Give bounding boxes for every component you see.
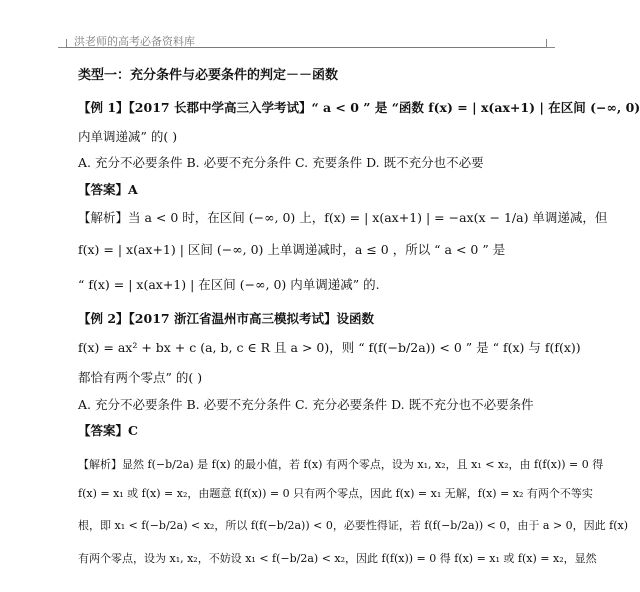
example-1-question-cont: 内单调递减” 的( ) [78, 129, 178, 144]
margin-corner-mark [546, 39, 555, 48]
example-1-question: 【例 1】【2017 长郡中学高三入学考试】“ a < 0 ” 是 “函数 f(x) = | x(ax+1) | 在区间 (−∞, 0) [78, 100, 640, 115]
example-2-function: f(x) = ax² + bx + c (a, b, c ∈ R 且 a > 0)，则 “ f(f(−b/2a)) < 0 ” 是 “ f(x) 与 f(f(x)) [78, 340, 581, 355]
example-1-analysis-end: “ f(x) = | x(ax+1) | 在区间 (−∞, 0) 内单调递减” 的. [78, 277, 380, 292]
example-1-answer: 【答案】A [78, 182, 138, 197]
example-2-analysis-2: f(x) = x₁ 或 f(x) = x₂，由题意 f(f(x)) = 0 只有两个零点，因此 f(x) = x₁ 无解，f(x) = x₂ 有两个不等实 [78, 487, 593, 500]
example-1-analysis-cont: f(x) = | x(ax+1) | 区间 (−∞, 0) 上单调递减时，a ≤ 0 ，所以 “ a < 0 ” 是 [78, 242, 506, 257]
page-header-text: 洪老师的高考必备资料库 [74, 35, 195, 48]
example-1-options: A. 充分不必要条件 B. 必要不充分条件 C. 充要条件 D. 既不充分也不必要 [78, 155, 484, 170]
example-2-question: 【例 2】【2017 浙江省温州市高三模拟考试】设函数 [78, 311, 374, 326]
example-1-analysis: 【解析】当 a < 0 时，在区间 (−∞, 0) 上，f(x) = | x(ax+1) | = −ax(x − 1/a) 单调递减，但 [78, 210, 608, 225]
example-2-analysis-1: 【解析】显然 f(−b/2a) 是 f(x) 的最小值，若 f(x) 有两个零点，设为 x₁, x₂，且 x₁ < x₂，由 f(f(x)) = 0 得 [78, 458, 604, 471]
example-2-analysis-4: 有两个零点，设为 x₁, x₂，不妨设 x₁ < f(−b/2a) < x₂，因此 f(f(x)) = 0 得 f(x) = x₁ 或 f(x) = x₂，显然 [78, 552, 597, 565]
example-2-options: A. 充分不必要条件 B. 必要不充分条件 C. 充分必要条件 D. 既不充分也不必要条件 [78, 397, 534, 412]
example-2-answer: 【答案】C [78, 423, 138, 438]
section-title: 类型一：充分条件与必要条件的判定－－函数 [78, 68, 339, 83]
header-rule [66, 47, 546, 48]
example-2-question-cont: 都恰有两个零点” 的( ) [78, 370, 203, 385]
example-2-analysis-3: 根，即 x₁ < f(−b/2a) < x₂，所以 f(f(−b/2a)) < 0，必要性得证，若 f(f(−b/2a)) < 0，由于 a > 0，因此 f(x) [78, 519, 629, 532]
